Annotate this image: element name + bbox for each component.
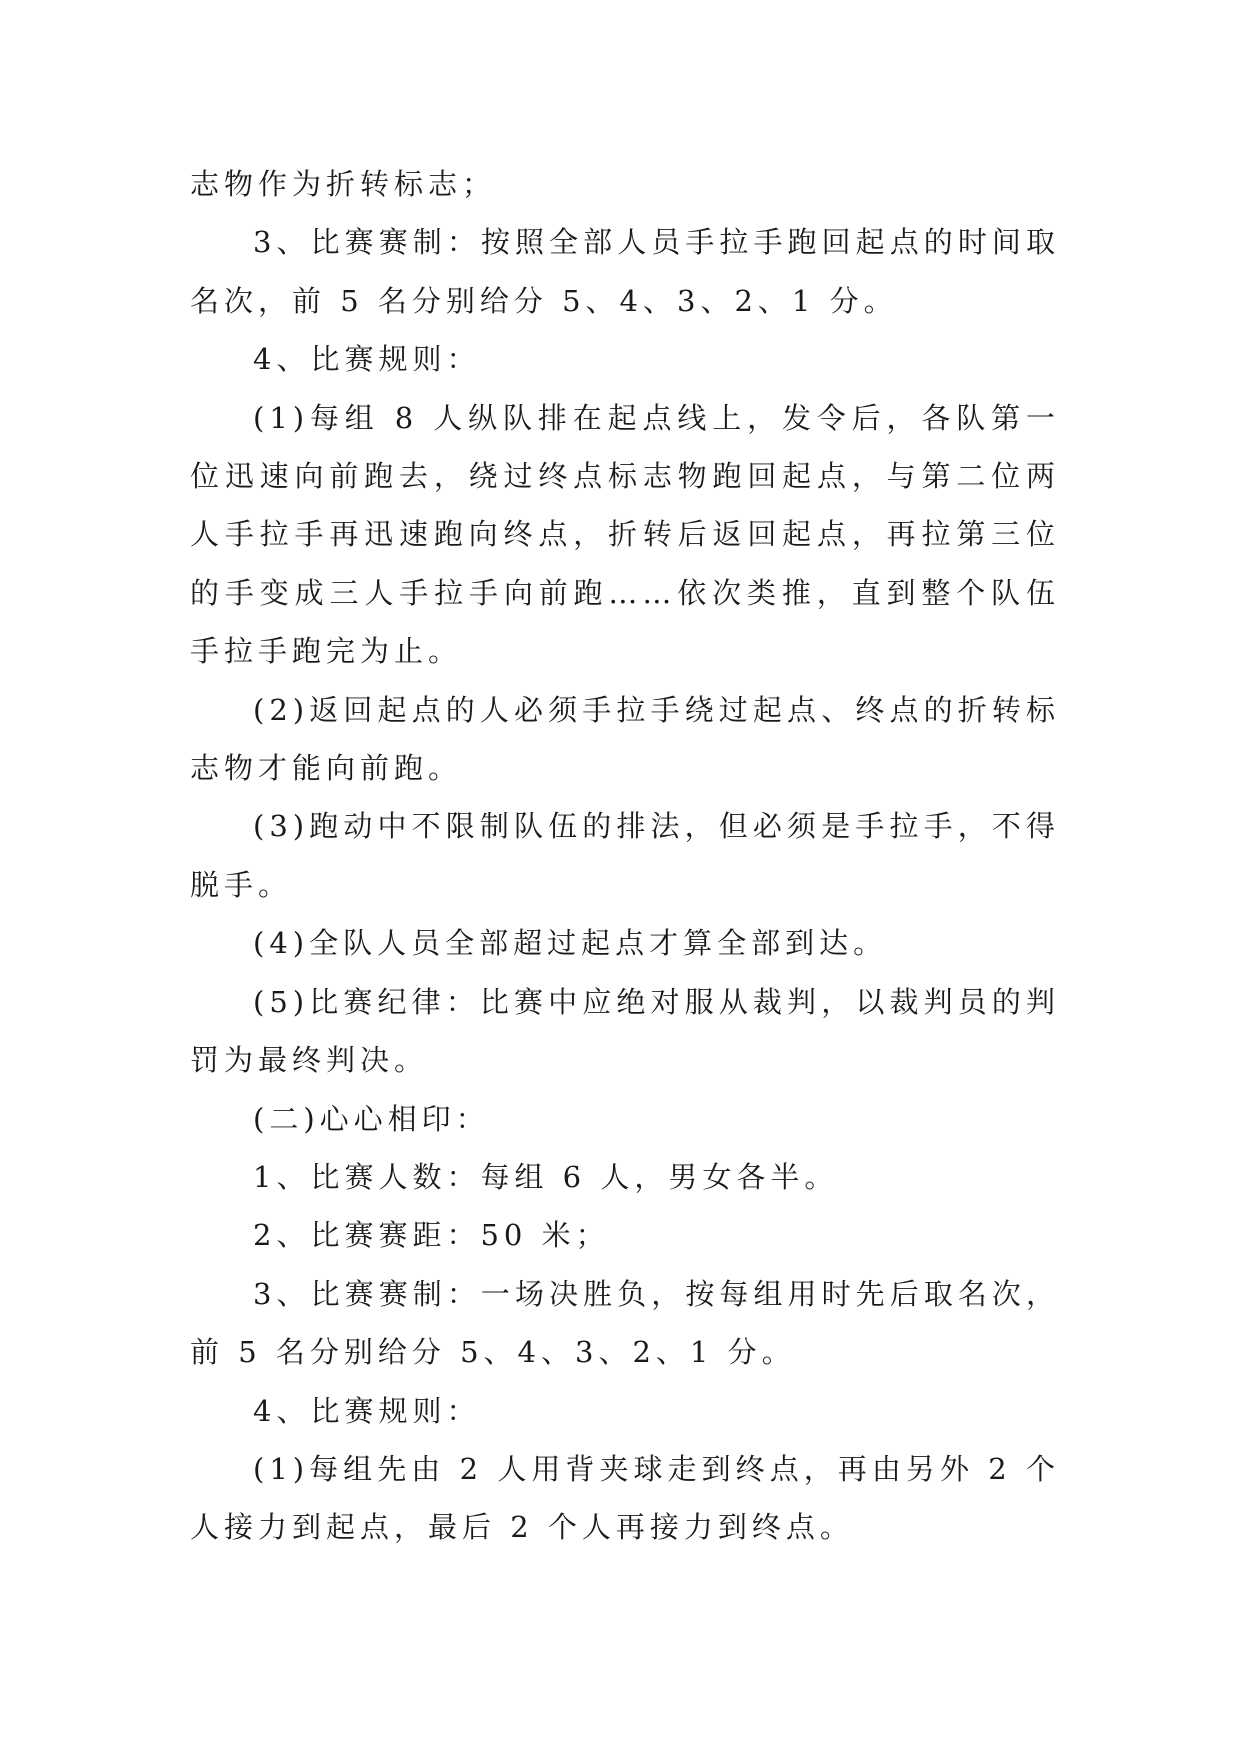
paragraph-game-2-rules-heading: 4、比赛规则：: [253, 1393, 481, 1428]
paragraph-game-2-participants: 1、比赛人数：每组 6 人，男女各半。: [253, 1159, 839, 1194]
paragraph-rule-4-heading: 4、比赛规则：: [253, 342, 481, 377]
paragraph-rule-3-scoring: 3、比赛赛制：按照全部人员手拉手跑回起点的时间取名次，前 5 名分别给分 5、4、3、2、1 分。: [190, 225, 1060, 318]
paragraph-rule-4-2: (2)返回起点的人必须手拉手绕过起点、终点的折转标志物才能向前跑。: [190, 692, 1060, 786]
paragraph-rule-4-4: (4)全队人员全部超过起点才算全部到达。: [253, 926, 888, 961]
paragraph-game-2-scoring: 3、比赛赛制：一场决胜负，按每组用时先后取名次，前 5 名分别给分 5、4、3、2、1 分。: [190, 1276, 1060, 1370]
paragraph-continuation: 志物作为折转标志；: [190, 167, 497, 201]
paragraph-rule-4-1: (1)每组 8 人纵队排在起点线上，发令后，各队第一位迅速向前跑去，绕过终点标志物跑回起点，与第二位两人手拉手再迅速跑向终点，折转后返回起点，再拉第三位的手变成三人手拉手向前跑……依次类推，直到整个队伍手拉手跑完为止。: [190, 400, 1060, 669]
paragraph-rule-4-3: (3)跑动中不限制队伍的排法，但必须是手拉手，不得脱手。: [190, 809, 1060, 902]
document-body: [190, 155, 1060, 1557]
paragraph-game-2-rule-1: (1)每组先由 2 人用背夹球走到终点，再由另外 2 个人接力到起点，最后 2 个人再接力到终点。: [190, 1451, 1060, 1545]
section-heading-game-2: (二)心心相印：: [253, 1101, 490, 1136]
paragraph-game-2-distance: 2、比赛赛距：50 米；: [253, 1218, 610, 1253]
paragraph-rule-4-5: (5)比赛纪律：比赛中应绝对服从裁判，以裁判员的判罚为最终判决。: [190, 984, 1060, 1078]
